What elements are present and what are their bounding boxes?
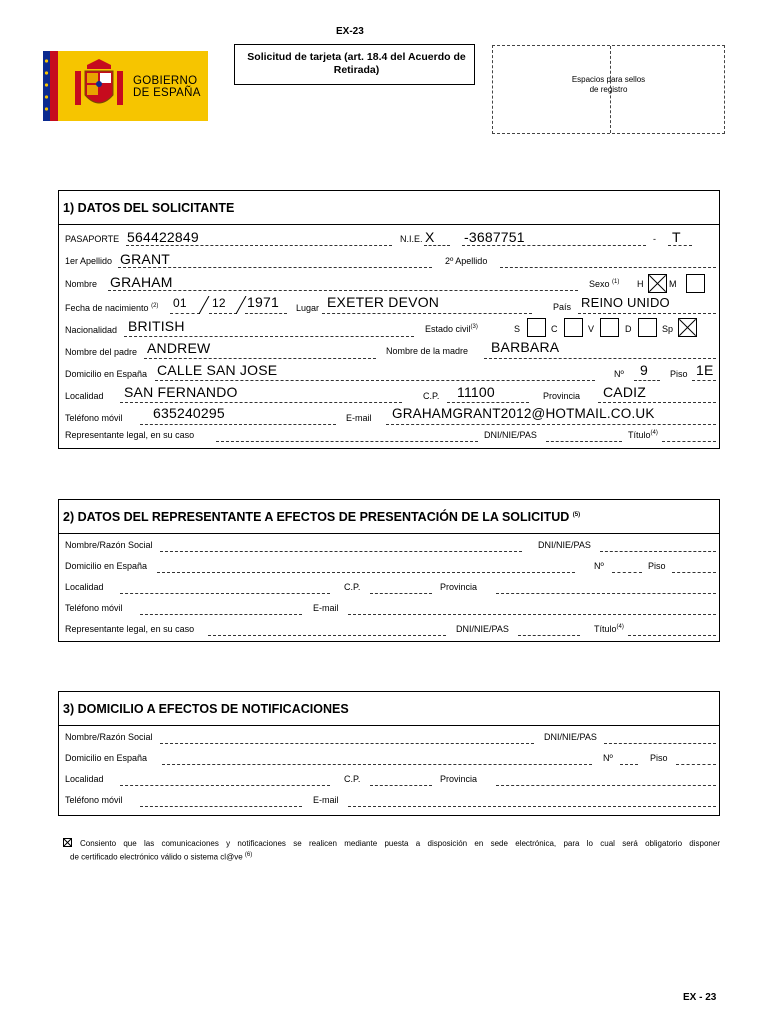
lugar-label: Lugar: [296, 303, 320, 313]
consent-line1: Consiento que las comunicaciones y notificaciones se realicen mediante puesta a disposición en sede electrónica, para lo cual será obligatorio disponer: [80, 839, 720, 848]
form-title-box: [234, 44, 475, 85]
logo-line1: GOBIERNO: [133, 75, 198, 87]
spain-flag-icon: [43, 51, 65, 121]
apellido1-value[interactable]: GRANT: [120, 251, 170, 267]
form-title: Solicitud de tarjeta (art. 18.4 del Acuerdo de Retirada): [247, 51, 466, 76]
sexo-m-checkbox[interactable]: [686, 274, 705, 293]
doc-code: EX-23: [336, 26, 364, 37]
provincia-value[interactable]: CADIZ: [603, 384, 646, 400]
s2-nombre-label: Nombre/Razón Social: [65, 540, 153, 550]
fecha-mes[interactable]: 12: [212, 296, 226, 310]
estado-sp-label: Sp: [662, 324, 674, 334]
gobierno-logo: [43, 51, 208, 121]
telefono-value[interactable]: 635240295: [153, 405, 225, 421]
estado-civil-label: Estado civil$^{(3)}$: [425, 324, 478, 334]
estado-s-checkbox[interactable]: [527, 318, 546, 337]
apellido1-label: 1er Apellido: [65, 256, 113, 266]
estado-sp-checkbox[interactable]: [678, 318, 697, 337]
section1-title: 1) DATOS DEL SOLICITANTE: [63, 201, 235, 215]
sexo-label: Sexo $^{(1)}$: [589, 279, 620, 289]
lugar-value[interactable]: EXETER DEVON: [327, 294, 440, 310]
pasaporte-value[interactable]: 564422849: [127, 229, 199, 245]
nie-label: N.I.E.: [400, 234, 423, 244]
estado-c-label: C: [551, 324, 558, 334]
section3-title: 3) DOMICILIO A EFECTOS DE NOTIFICACIONES: [63, 702, 349, 716]
nombre-value[interactable]: GRAHAM: [110, 274, 173, 290]
estado-d-label: D: [625, 324, 632, 334]
s2-dni2-label: DNI/NIE/PAS: [456, 624, 509, 634]
numero-value[interactable]: 9: [640, 362, 648, 378]
padre-value[interactable]: ANDREW: [147, 340, 211, 356]
estado-s-label: S: [514, 324, 521, 334]
fecha-dia[interactable]: 01: [173, 296, 187, 310]
s2-cp-label: C.P.: [344, 582, 361, 592]
estado-d-checkbox[interactable]: [638, 318, 657, 337]
section-notificaciones: [58, 691, 720, 816]
provincia-label: Provincia: [543, 391, 581, 401]
s2-titulo-label: Título$^{(4)}$: [594, 624, 624, 634]
representante-label: Representante legal, en su caso: [65, 430, 195, 440]
dni-label: DNI/NIE/PAS: [484, 430, 537, 440]
consent-checkbox[interactable]: [63, 838, 72, 847]
sexo-m-label: M: [669, 279, 677, 289]
estado-v-checkbox[interactable]: [600, 318, 619, 337]
cp-value[interactable]: 11100: [457, 384, 495, 400]
domicilio-value[interactable]: CALLE SAN JOSE: [157, 362, 278, 378]
nie-letter[interactable]: X: [425, 229, 435, 245]
padre-label: Nombre del padre: [65, 347, 138, 357]
madre-label: Nombre de la madre: [386, 346, 469, 356]
pais-label: País: [553, 302, 572, 312]
s2-representante-label: Representante legal, en su caso: [65, 624, 195, 634]
s3-email-label: E-mail: [313, 795, 339, 805]
s2-telefono-label: Teléfono móvil: [65, 603, 123, 613]
pasaporte-label: PASAPORTE: [65, 234, 120, 244]
sexo-h-checkbox[interactable]: [648, 274, 667, 293]
s3-provincia-label: Provincia: [440, 774, 478, 784]
email-label: E-mail: [346, 413, 372, 423]
apellido2-label: 2º Apellido: [445, 256, 488, 266]
s2-email-label: E-mail: [313, 603, 339, 613]
numero-label: Nº: [614, 369, 624, 379]
footer-code: EX - 23: [683, 992, 717, 1003]
s3-cp-label: C.P.: [344, 774, 361, 784]
cp-label: C.P.: [423, 391, 440, 401]
titulo-label: Título$^{(4)}$: [628, 430, 658, 440]
s2-piso-label: Piso: [648, 561, 666, 571]
piso-value[interactable]: 1E: [696, 362, 714, 378]
s2-localidad-label: Localidad: [65, 582, 104, 592]
coat-of-arms-icon: [71, 57, 127, 117]
section-representante: [58, 499, 720, 642]
stamp-line1: Espacios para sellos: [571, 75, 646, 84]
piso-label: Piso: [670, 369, 688, 379]
s3-domicilio-label: Domicilio en España: [65, 753, 148, 763]
fecha-label: Fecha de nacimiento $^{(2)}$: [65, 303, 159, 313]
localidad-value[interactable]: SAN FERNANDO: [124, 384, 238, 400]
s3-nombre-label: Nombre/Razón Social: [65, 732, 153, 742]
telefono-label: Teléfono móvil: [65, 413, 123, 423]
estado-c-checkbox[interactable]: [564, 318, 583, 337]
pais-value[interactable]: REINO UNIDO: [581, 295, 670, 310]
nie-number[interactable]: -3687751: [464, 229, 525, 245]
s2-numero-label: Nº: [594, 561, 604, 571]
s3-piso-label: Piso: [650, 753, 668, 763]
nie-dash: -: [653, 234, 656, 244]
s3-telefono-label: Teléfono móvil: [65, 795, 123, 805]
madre-value[interactable]: BARBARA: [491, 339, 560, 355]
fecha-anio[interactable]: 1971: [247, 294, 279, 310]
stamp-line2: de registro: [589, 85, 628, 94]
nie-final-letter[interactable]: T: [672, 229, 681, 245]
sexo-h-label: H: [637, 279, 644, 289]
section2-title: 2) DATOS DEL REPRESENTANTE A EFECTOS DE PRESENTACIÓN DE LA SOLICITUD $^{(5)}$: [63, 510, 581, 524]
nombre-label: Nombre: [65, 279, 98, 289]
s3-dni-label: DNI/NIE/PAS: [544, 732, 597, 742]
s2-dni-label: DNI/NIE/PAS: [538, 540, 591, 550]
consent-line2: de certificado electrónico válido o sistema cl@ve $^{(6)}$: [70, 852, 253, 862]
check-x-icon: [63, 838, 72, 847]
localidad-label: Localidad: [65, 391, 104, 401]
nacionalidad-label: Nacionalidad: [65, 325, 118, 335]
logo-line2: DE ESPAÑA: [133, 87, 201, 99]
s2-domicilio-label: Domicilio en España: [65, 561, 148, 571]
nacionalidad-value[interactable]: BRITISH: [128, 318, 185, 334]
s2-provincia-label: Provincia: [440, 582, 478, 592]
s3-localidad-label: Localidad: [65, 774, 104, 784]
domicilio-label: Domicilio en España: [65, 369, 148, 379]
email-value[interactable]: GRAHAMGRANT2012@HOTMAIL.CO.UK: [392, 406, 655, 421]
estado-v-label: V: [588, 324, 595, 334]
registry-stamp-box: [492, 45, 725, 134]
s3-numero-label: Nº: [603, 753, 613, 763]
